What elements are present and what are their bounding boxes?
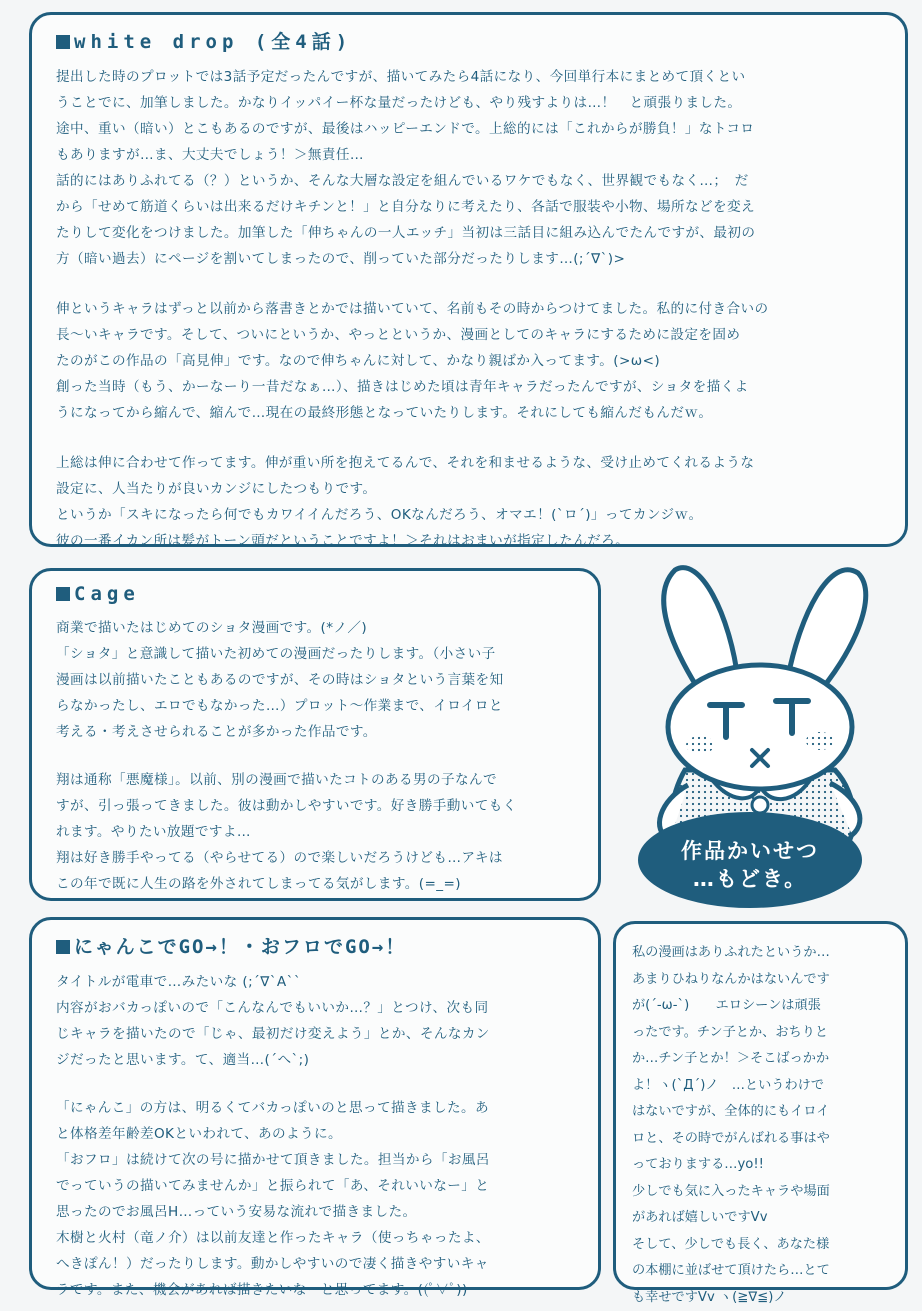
badge-line: …もどき。 xyxy=(650,865,850,893)
text-line: 途中、重い（暗い）とこもあるのですが、最後はハッピーエンドで。上総的には「これからが勝負！」なトコロ xyxy=(56,116,887,142)
commentary-badge xyxy=(650,837,850,893)
paragraph xyxy=(56,450,887,554)
paragraph xyxy=(56,64,887,272)
text-line: よ！ヽ(`Д´)ノ …というわけで xyxy=(632,1073,895,1100)
text-line: と体格差年齢差OKといわれて、あのように。 xyxy=(56,1121,580,1147)
text-line: でっていうの描いてみませんか」と振られて「あ、それいいなー」と xyxy=(56,1173,580,1199)
text-line: 提出した時のプロットでは3話予定だったんですが、描いてみたら4話になり、今回単行本にまとめて頂くとい xyxy=(56,64,887,90)
paragraph xyxy=(56,767,580,897)
text-line: 考える・考えさせられることが多かった作品です。 xyxy=(56,719,580,745)
text-line: 「にゃんこ」の方は、明るくてバカっぽいのと思って描きました。あ xyxy=(56,1095,580,1121)
text-line: 商業で描いたはじめてのショタ漫画です。(*ノ／) xyxy=(56,615,580,641)
text-line: たのがこの作品の「高見伸」です。なので伸ちゃんに対して、かなり親ばか入ってます。(>ω<) xyxy=(56,348,887,374)
badge-line: 作品かいせつ xyxy=(650,837,850,865)
text-line: っておりまする…yo!! xyxy=(632,1152,895,1179)
text-line: じキャラを描いたので「じゃ、最初だけ変えよう」とか、そんなカン xyxy=(56,1021,580,1047)
text-line: うになってから縮んで、縮んで…現在の最終形態となっていたりします。それにしても縮んだもんだｗ。 xyxy=(56,400,887,426)
text-line: この年で既に人生の路を外されてしまってる気がします。(=_=) xyxy=(56,871,580,897)
text-line: から「せめて筋道くらいは出来るだけキチンと！」と自分なりに考えたり、各話で服装や小物、場所などを変え xyxy=(56,194,887,220)
text-line: ロと、その時でがんばれる事はや xyxy=(632,1126,895,1153)
section-title-cage: Cage xyxy=(56,583,580,605)
text-line: 「おフロ」は続けて次の号に描かせて頂きました。担当から「お風呂 xyxy=(56,1147,580,1173)
text-line: そして、少しでも長く、あなた様 xyxy=(632,1232,895,1259)
text-line: 創った当時（もう、かーなーり一昔だなぁ…）、描きはじめた頃は青年キャラだったんですが、ショタを描くよ xyxy=(56,374,887,400)
text-line: 私の漫画はありふれたというか… xyxy=(632,940,895,967)
text-line: あまりひねりなんかはないんです xyxy=(632,967,895,994)
text-line: が(´-ω-`) エロシーンは頑張 xyxy=(632,993,895,1020)
text-line: 「ショタ」と意識して描いた初めての漫画だったりします。（小さい子 xyxy=(56,641,580,667)
text-line: らなかったし、エロでもなかった…）プロット～作業まで、イロイロと xyxy=(56,693,580,719)
text-line: の本棚に並ばせて頂けたら…とて xyxy=(632,1258,895,1285)
section-title-nyanko: にゃんこでGO→！・おフロでGO→！ xyxy=(56,932,580,959)
text-line: も幸せですVv ヽ(≧∇≦)ノ xyxy=(632,1285,895,1311)
text-line: 少しでも気に入ったキャラや場面 xyxy=(632,1179,895,1206)
text-line: へきぽん！）だったりします。動かしやすいので凄く描きやすいキャ xyxy=(56,1251,580,1277)
text-line: 伸というキャラはずっと以前から落書きとかでは描いていて、名前もその時からつけてました。私的に付き合いの xyxy=(56,296,887,322)
text-line: たりして変化をつけました。加筆した「伸ちゃんの一人エッチ」当初は三話目に組み込んでたんですが、最初の xyxy=(56,220,887,246)
section-white-drop xyxy=(29,12,908,547)
text-line: 長～いキャラです。そして、ついにというか、やっとというか、漫画としてのキャラにするために設定を固め xyxy=(56,322,887,348)
section-cage xyxy=(29,568,601,901)
text-line: 設定に、人当たりが良いカンジにしたつもりです。 xyxy=(56,476,887,502)
paragraph xyxy=(56,969,580,1073)
text-line: 方（暗い過去）にページを割いてしまったので、削っていた部分だったりします…(;´∇`)> xyxy=(56,246,887,272)
text-line: 翔は好き勝手やってる（やらせてる）ので楽しいだろうけども…アキは xyxy=(56,845,580,871)
text-line: 内容がおバカっぽいので「こんなんでもいいか…？」とつけ、次も同 xyxy=(56,995,580,1021)
text-line: 話的にはありふれてる（？）というか、そんな大層な設定を組んでいるワケでもなく、世界観でもなく…； だ xyxy=(56,168,887,194)
text-line: はないですが、全体的にもイロイ xyxy=(632,1099,895,1126)
square-bullet-icon xyxy=(56,587,70,601)
text-line: 木樹と火村（竜ノ介）は以前友達と作ったキャラ（使っちゃったよ、 xyxy=(56,1225,580,1251)
square-bullet-icon xyxy=(56,35,70,49)
text-line: ったです。チン子とか、おちりと xyxy=(632,1020,895,1047)
text-line: 翔は通称「悪魔様」。以前、別の漫画で描いたコトのある男の子なんで xyxy=(56,767,580,793)
paragraph xyxy=(56,1095,580,1303)
text-line: すが、引っ張ってきました。彼は動かしやすいです。好き勝手動いてもく xyxy=(56,793,580,819)
text-line: か…チン子とか！＞そこばっかか xyxy=(632,1046,895,1073)
text-line: があれば嬉しいですVv xyxy=(632,1205,895,1232)
text-line: うことでに、加筆しました。かなりイッパイー杯な量だったけども、やり残すよりは…！ と頑張りました。 xyxy=(56,90,887,116)
paragraph xyxy=(632,940,895,1311)
paragraph xyxy=(56,296,887,426)
text-line: 彼の一番イカン所は髪がトーン頭だということですよ！＞それはおまいが指定したんだろ。 xyxy=(56,528,887,554)
section-nyanko xyxy=(29,917,601,1290)
text-line: 上総は伸に合わせて作ってます。伸が重い所を抱えてるんで、それを和ませるような、受け止めてくれるような xyxy=(56,450,887,476)
text-line: もありますが…ま、大丈夫でしょう！＞無責任… xyxy=(56,142,887,168)
square-bullet-icon xyxy=(56,940,70,954)
text-line: れます。やりたい放題ですよ… xyxy=(56,819,580,845)
text-line: ラです。また、機会があれば描きたいなーと思ってます。((ﾟ∀ﾟ)) xyxy=(56,1277,580,1303)
text-line: 漫画は以前描いたこともあるのですが、その時はショタという言葉を知 xyxy=(56,667,580,693)
text-line: 思ったのでお風呂H…っていう安易な流れで描きました。 xyxy=(56,1199,580,1225)
section-title-white-drop: white drop (全4話) xyxy=(56,27,887,54)
text-line: というか「スキになったら何でもカワイイんだろう、OKなんだろう、オマエ！(`ロ´)」ってカンジｗ。 xyxy=(56,502,887,528)
text-line: タイトルが電車で…みたいな (;´∇`A`` xyxy=(56,969,580,995)
section-afterword xyxy=(613,921,908,1290)
paragraph xyxy=(56,615,580,745)
text-line: ジだったと思います。て、適当…(´へ`;) xyxy=(56,1047,580,1073)
